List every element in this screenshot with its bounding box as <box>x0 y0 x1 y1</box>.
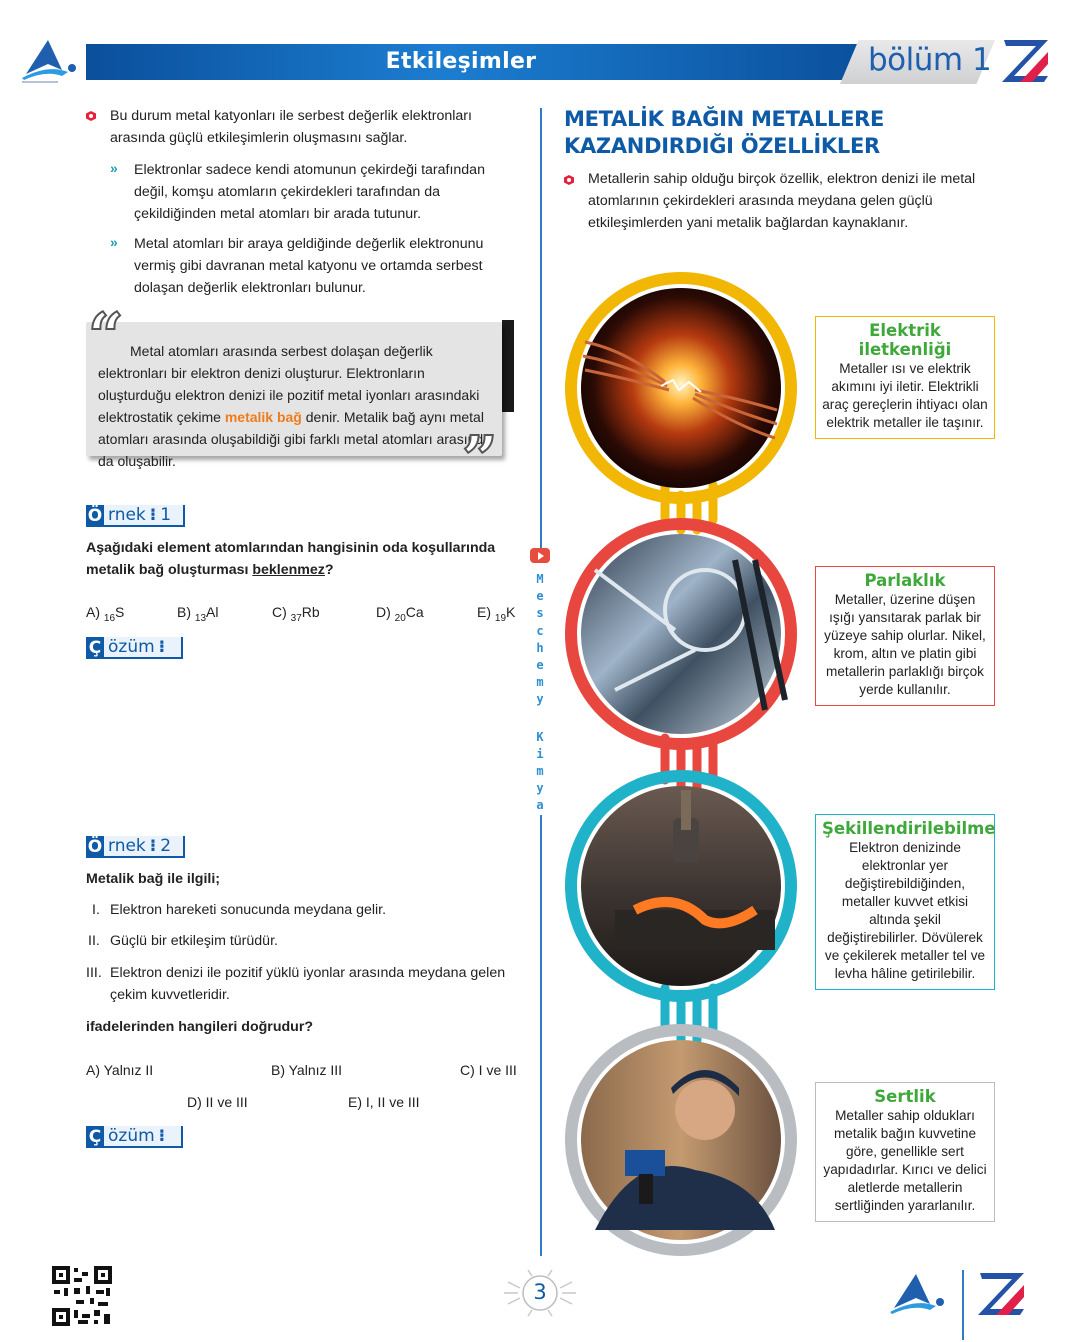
z-logo-icon <box>1000 36 1052 84</box>
property-text: Metaller, üzerine düşen ışığı yansıtarak parlak bir yüzeye sahip olurlar. Nikel, krom, altın ve platin gibi metallerin parlaklığı birçok yerde kullanılır. <box>824 592 986 697</box>
definition-text: Metal atomları arasında serbest dolaşan değerlik elektronları bir elektron denizi oluşturur. Elektronların oluşturduğu elektron denizi ile pozitif metal iyonları arasındaki elektrostatik çekime metalik bağ denir. Metalik bağ aynı metal atomları arasında oluşabildiği gibi farklı metal atomları arasında da oluşabilir. <box>98 343 491 469</box>
statement-1: Elektron hareketi sonucunda meydana gelir. <box>110 902 387 918</box>
property-malleability <box>815 814 995 990</box>
channel-letter: m <box>536 764 544 779</box>
sub-point-1: Elektronlar sadece kendi atomunun çekirdeği tarafından değil, komşu atomların çekirdekleri tarafından da çekildiğinden metal atomları bir arada tutunur. <box>134 162 485 222</box>
channel-letter: e <box>536 658 544 673</box>
side-channel-label <box>528 548 552 815</box>
example-1-option-b[interactable]: B) $_{13}$Al <box>177 604 219 624</box>
section-intro: Metallerin sahip olduğu birçok özellik, elektron denizi ile metal atomlarının çekirdekleri arasında meydana gelen güçlü etkileşimlerden yani metalik bağlardan kaynaklanır. <box>588 171 976 231</box>
example-2-option-a[interactable]: A) Yalnız II <box>86 1062 154 1078</box>
statement-3-number: III. <box>86 965 102 981</box>
channel-letter: a <box>536 798 544 813</box>
example-1-option-e[interactable]: E) $_{19}$K <box>477 604 516 624</box>
property-title: Elektrik iletkenliği <box>858 321 952 359</box>
channel-name <box>528 571 552 815</box>
channel-gap <box>528 709 552 729</box>
example-2-stem: Metalik bağ ile ilgili; <box>86 871 221 887</box>
properties-illustration <box>555 270 815 1260</box>
statement-2: Güçlü bir etkileşim türüdür. <box>110 933 278 949</box>
channel-letter: s <box>536 606 544 621</box>
youtube-icon[interactable] <box>530 548 550 563</box>
channel-letter: e <box>536 589 544 604</box>
property-hardness <box>815 1082 995 1222</box>
footer-separator <box>962 1270 964 1340</box>
z-logo-icon <box>976 1268 1028 1318</box>
example-1-option-c[interactable]: C) $_{37}$Rb <box>272 604 320 624</box>
intro-paragraph: Bu durum metal katyonları ile serbest değerlik elektronları arasında güçlü etkileşimlerin oluşmasını sağlar. <box>110 108 472 146</box>
metalik-bag-term: metalik bağ <box>224 409 302 425</box>
qr-code-icon[interactable] <box>52 1266 112 1326</box>
publisher-logo-icon <box>886 1268 948 1320</box>
channel-letter: y <box>536 781 544 796</box>
statement-3: Elektron denizi ile pozitif yüklü iyonlar arasında meydana gelen çekim kuvvetleridir. <box>110 965 506 1003</box>
channel-letter: K <box>536 729 544 744</box>
property-text: Elektron denizinde elektronlar yer değiştirebildiğinden, metaller kuvvet etkisi altında şekil değiştirebilirler. Dövülerek ve çekilerek metaller tel ve levha hâline getirilebilir. <box>824 840 986 981</box>
page-number: 3 <box>533 1280 547 1304</box>
property-electric-conductivity <box>815 316 995 439</box>
channel-letter: i <box>536 746 544 761</box>
solution-2-label: Ç özüm ⁝ <box>86 1126 183 1148</box>
property-title: Şekillendirilebilme <box>822 819 996 838</box>
quote-close-icon: ” <box>462 422 498 495</box>
statement-2-number: II. <box>88 933 100 949</box>
channel-letter: c <box>536 623 544 638</box>
bullet-icon <box>564 175 576 187</box>
chapter-label: bölüm 1 <box>868 42 992 78</box>
sub-point-2: Metal atomları bir araya geldiğinde değerlik elektronunu vermiş gibi davranan metal katyonu ve ortamda serbest dolaşan değerlik elektronları bulunur. <box>134 236 484 296</box>
example-2-option-e[interactable]: E) I, II ve III <box>348 1094 420 1110</box>
chevron-right-icon: » <box>110 234 118 250</box>
page-number-badge <box>500 1268 580 1318</box>
channel-letter: h <box>536 640 544 655</box>
page-title: Etkileşimler <box>385 49 537 74</box>
channel-letter: m <box>536 675 544 690</box>
property-title: Parlaklık <box>864 571 946 590</box>
statement-1-number: I. <box>92 902 100 918</box>
section-title: METALİK BAĞIN METALLERE KAZANDIRDIĞI ÖZELLİKLER <box>564 107 885 158</box>
example-2-option-b[interactable]: B) Yalnız III <box>271 1062 343 1078</box>
example-2-option-d[interactable]: D) II ve III <box>187 1094 248 1110</box>
property-luster <box>815 566 995 706</box>
example-1-label: Ö rnek ⁝ 1 <box>86 505 185 527</box>
example-2-option-c[interactable]: C) I ve III <box>460 1062 517 1078</box>
quote-decor <box>502 320 514 412</box>
example-1-question: Aşağıdaki element atomlarından hangisinin oda koşullarında metalik bağ oluşturması beklenmez? <box>86 540 496 578</box>
chevron-right-icon: » <box>110 160 118 176</box>
example-1-option-a[interactable]: A) $_{16}$S <box>86 604 125 624</box>
publisher-logo-icon <box>18 34 80 86</box>
property-text: Metaller ısı ve elektrik akımını iyi iletir. Elektrikli araç gereçlerin ihtiyacı olan elektrik metaller ile taşınır. <box>822 361 988 430</box>
property-title: Sertlik <box>874 1087 936 1106</box>
quote-open-icon: “ <box>88 299 124 372</box>
bullet-icon <box>86 111 98 123</box>
example-1-option-d[interactable]: D) $_{20}$Ca <box>376 604 424 624</box>
example-2-question: ifadelerinden hangileri doğrudur? <box>86 1019 314 1035</box>
solution-1-label: Ç özüm ⁝ <box>86 637 183 659</box>
channel-letter: M <box>536 572 544 586</box>
channel-letter: y <box>536 692 544 707</box>
property-text: Metaller sahip oldukları metalik bağın kuvvetine göre, genellikle sert yapıdadırlar. Kırıcı ve delici aletlerde metallerin sertliğinden yararlanılır. <box>823 1108 987 1213</box>
example-2-label: Ö rnek ⁝ 2 <box>86 836 185 858</box>
